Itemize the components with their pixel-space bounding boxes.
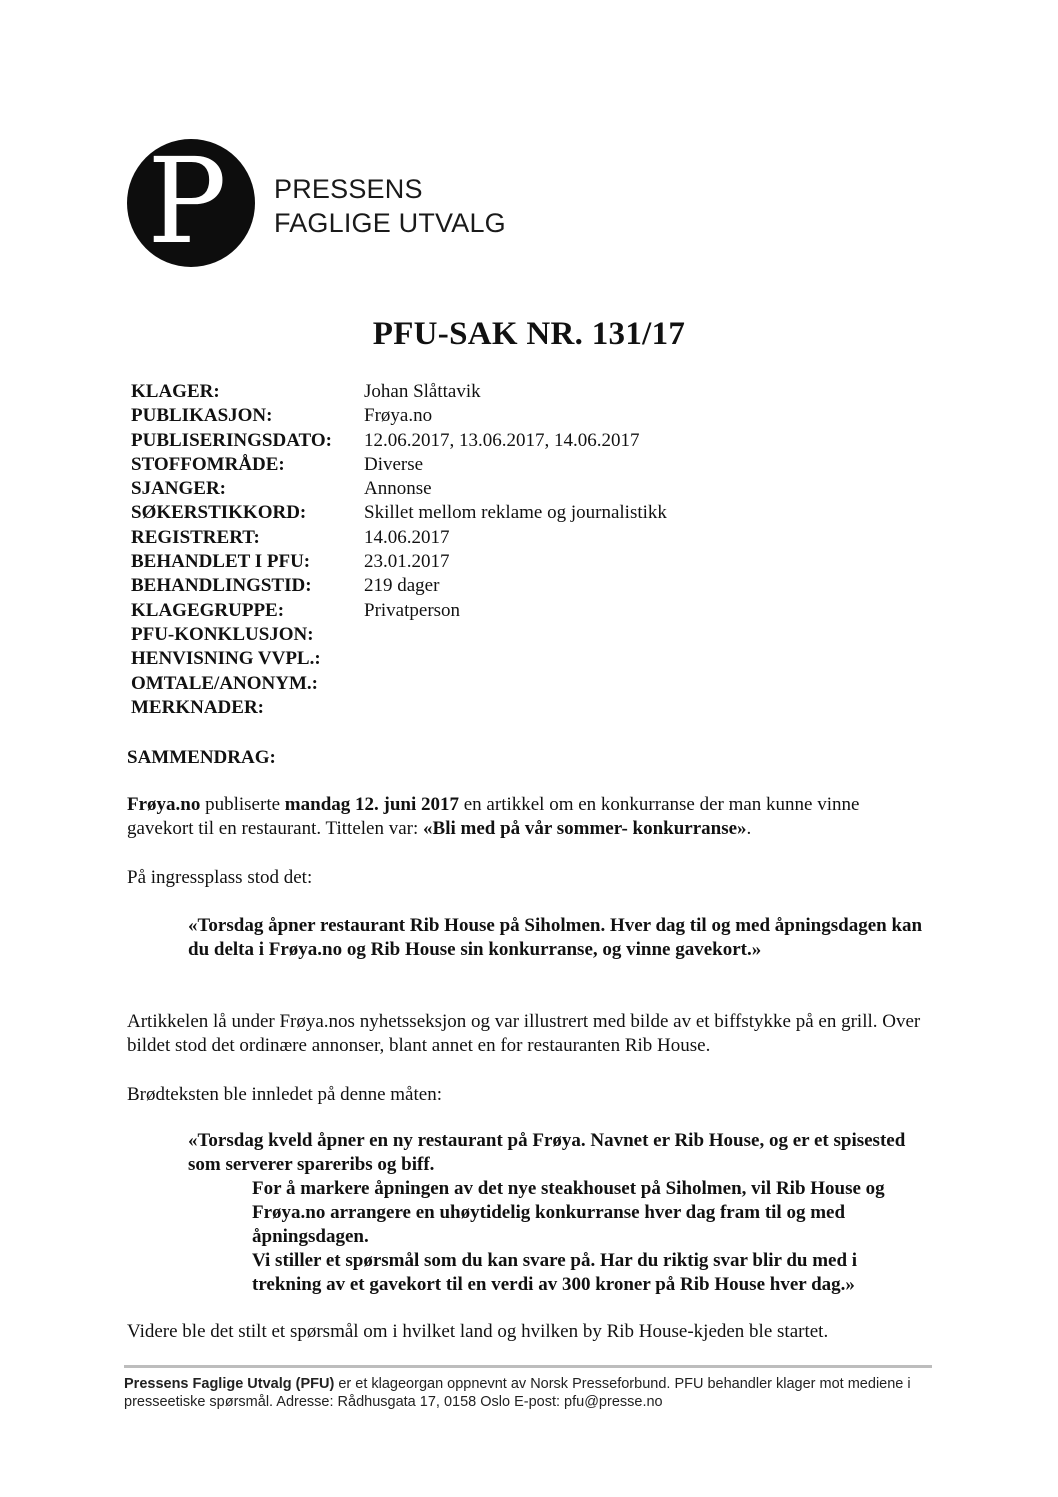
quote-body-line-a: «Torsdag kveld åpner en ny restaurant på Frøya. Navnet er Rib House, og er et spisested som serverer spareribs og biff.	[188, 1130, 906, 1175]
org-name-line1: PRESSENS	[274, 174, 423, 204]
meta-label: KLAGEGRUPPE:	[131, 599, 285, 621]
meta-value: 14.06.2017	[364, 526, 450, 548]
meta-value: 219 dager	[364, 575, 440, 597]
meta-label: PFU-KONKLUSJON:	[131, 623, 314, 645]
meta-row	[131, 624, 667, 648]
meta-value: Annonse	[364, 478, 432, 500]
meta-value: 12.06.2017, 13.06.2017, 14.06.2017	[364, 429, 640, 451]
org-name	[274, 172, 506, 240]
meta-row	[131, 454, 667, 478]
summary-heading: SAMMENDRAG:	[127, 747, 276, 768]
meta-row	[131, 551, 667, 575]
meta-row	[131, 575, 667, 599]
quote-body-line-c: Vi stiller et spørsmål som du kan svare på. Har du riktig svar blir du med i trekning av et gavekort til en verdi av 300 kroner på Rib House hver dag.»	[252, 1250, 858, 1295]
p1-text-3: .	[746, 818, 752, 839]
meta-label: PUBLISERINGSDATO:	[131, 429, 332, 451]
meta-row	[131, 648, 667, 672]
org-name-line2: FAGLIGE UTVALG	[274, 208, 506, 238]
case-metadata	[131, 381, 667, 721]
meta-label: REGISTRERT:	[131, 526, 260, 548]
summary-paragraph-3: Artikkelen lå under Frøya.nos nyhetsseksjon og var illustrert med bilde av et biffstykke på en grill. Over bildet stod det ordinære annonser, blant annet en for restauranten Rib House.	[127, 1011, 921, 1056]
meta-value: Frøya.no	[364, 405, 433, 427]
meta-label: BEHANDLINGSTID:	[131, 575, 312, 597]
case-title: PFU-SAK NR. 131/17	[372, 316, 686, 352]
meta-row	[131, 673, 667, 697]
summary-paragraph-2: På ingressplass stod det:	[127, 867, 313, 888]
meta-value: Skillet mellom reklame og journalistikk	[364, 502, 667, 524]
meta-row	[131, 478, 667, 502]
meta-label: MERKNADER:	[131, 696, 264, 718]
meta-label: HENVISNING VVPL.:	[131, 648, 321, 670]
meta-value: Diverse	[364, 453, 424, 475]
article-title: «Bli med på vår sommer- konkurranse»	[423, 818, 747, 839]
meta-label: PUBLIKASJON:	[131, 405, 273, 427]
meta-row	[131, 405, 667, 429]
publication-date: mandag 12. juni 2017	[284, 794, 459, 815]
meta-row	[131, 381, 667, 405]
meta-value: Johan Slåttavik	[364, 381, 481, 402]
meta-label: SØKERSTIKKORD:	[131, 502, 307, 524]
meta-label: OMTALE/ANONYM.:	[131, 672, 318, 694]
meta-label: BEHANDLET I PFU:	[131, 551, 311, 573]
p1-text-1: publiserte	[200, 794, 285, 815]
quote-ingress: «Torsdag åpner restaurant Rib House på Siholmen. Hver dag til og med åpningsdagen kan du delta i Frøya.no og Rib House sin konkurranse, og vinne gavekort.»	[188, 915, 923, 960]
quote-body-line-b: For å markere åpningen av det nye steakhouset på Siholmen, vil Rib House og Frøya.no arrangere en uhøytidelig konkurranse hver dag fram til og med åpningsdagen.	[252, 1178, 885, 1247]
pfu-logo	[126, 138, 256, 268]
meta-label: SJANGER:	[131, 478, 227, 500]
publication-name: Frøya.no	[127, 794, 201, 815]
footer-divider	[124, 1365, 932, 1368]
summary-paragraph-1	[127, 793, 927, 841]
meta-row	[131, 697, 667, 721]
summary-paragraph-4: Brødteksten ble innledet på denne måten:	[127, 1084, 442, 1105]
svg-text:P: P	[147, 138, 227, 268]
meta-label: KLAGER:	[131, 381, 220, 402]
meta-value: Privatperson	[364, 599, 461, 621]
p1-text-2: en artikkel om en konkurranse der man kunne vinne gavekort til en restaurant. Tittelen var:	[127, 794, 860, 839]
footer	[124, 1375, 934, 1411]
meta-row	[131, 600, 667, 624]
meta-value: 23.01.2017	[364, 551, 450, 573]
footer-org-name: Pressens Faglige Utvalg (PFU)	[124, 1376, 335, 1392]
meta-label: STOFFOMRÅDE:	[131, 453, 285, 475]
meta-row	[131, 527, 667, 551]
summary-paragraph-5: Videre ble det stilt et spørsmål om i hvilket land og hvilken by Rib House-kjeden ble startet.	[127, 1321, 829, 1342]
quote-body-text	[188, 1129, 928, 1297]
meta-row	[131, 502, 667, 526]
footer-text: er et klageorgan oppnevnt av Norsk Presseforbund. PFU behandler klager mot mediene i presseetiske spørsmål. Adresse: Rådhusgata 17, 0158 Oslo E-post: pfu@presse.no	[124, 1376, 911, 1410]
meta-row	[131, 430, 667, 454]
